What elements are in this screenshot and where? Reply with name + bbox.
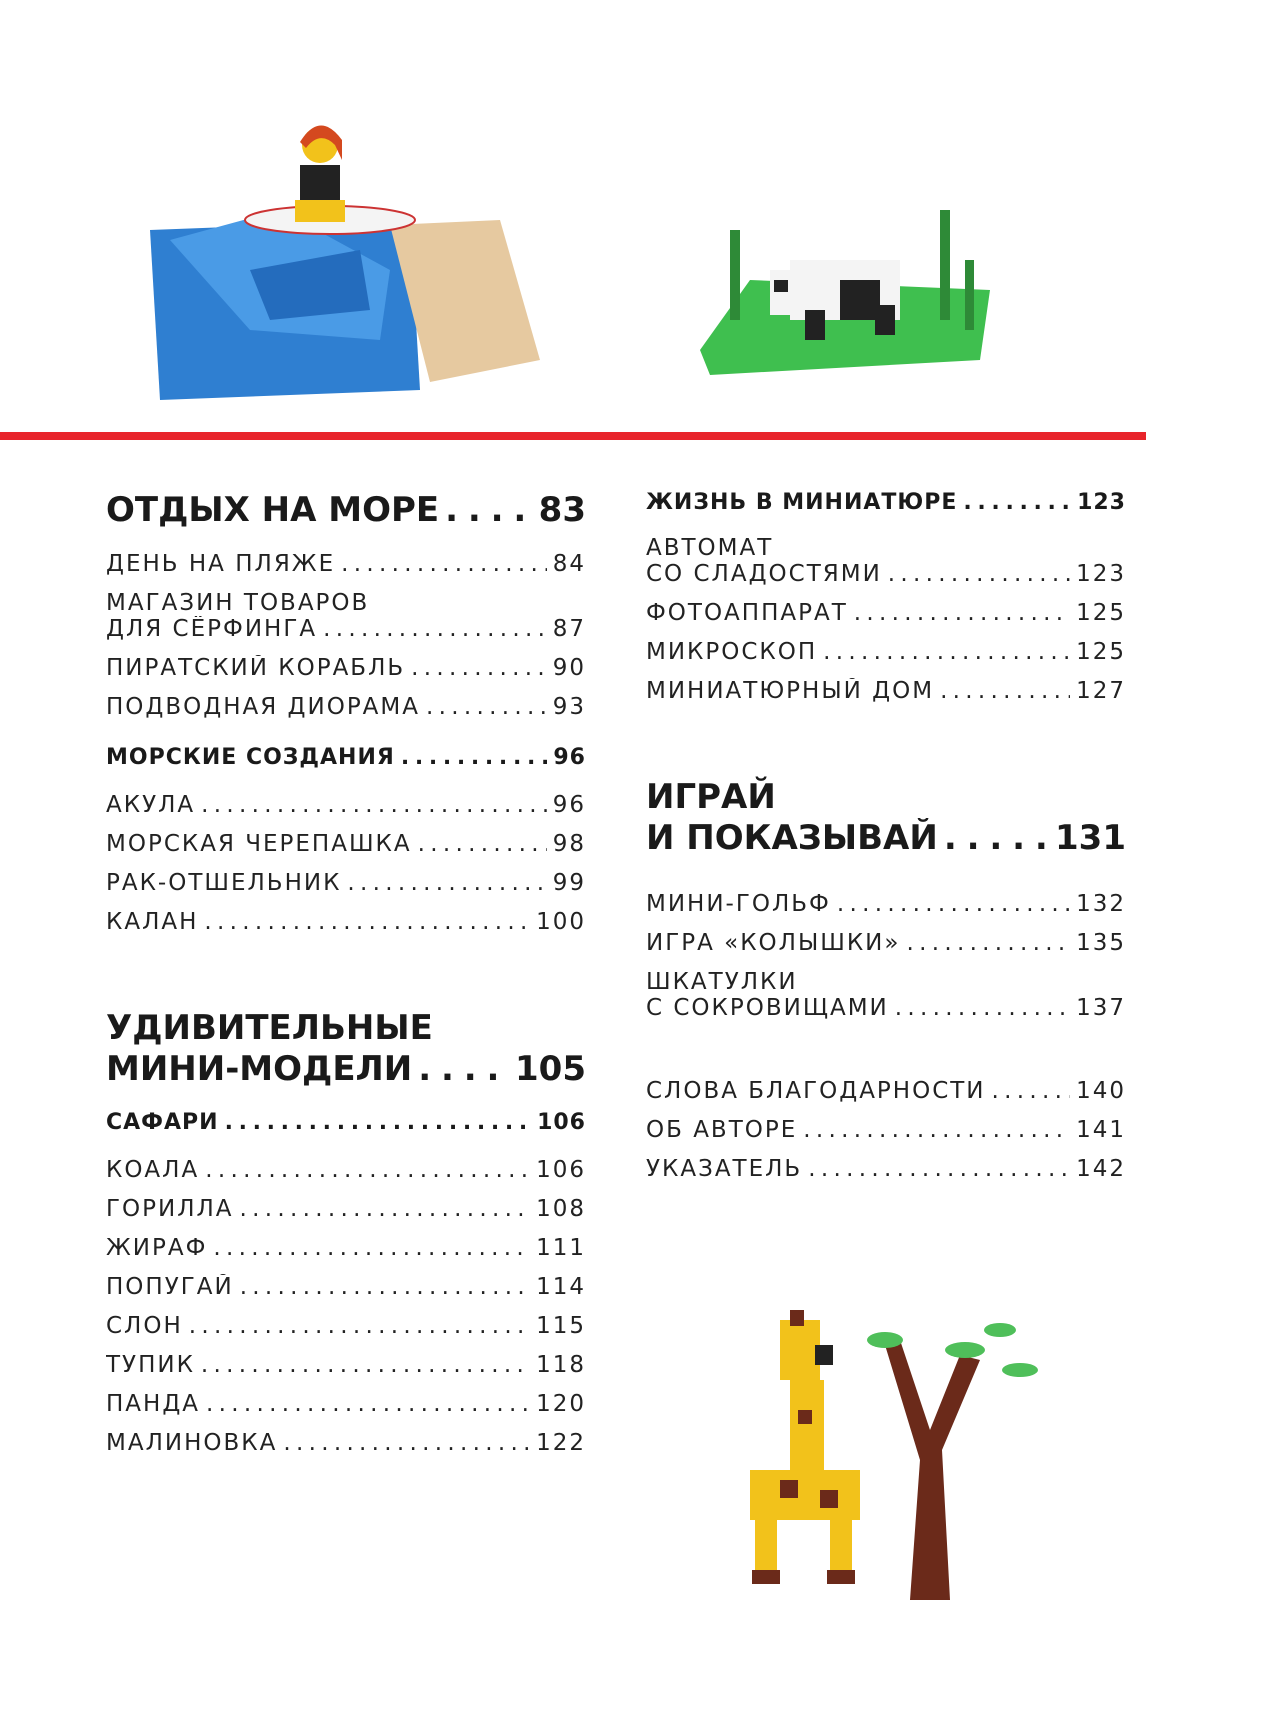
surfer-beach-model-image [130,90,550,410]
toc-entry[interactable]: МИНИАТЮРНЫЙ ДОМ . . . 127 [646,678,1126,704]
toc-entry[interactable]: СЛОВА БЛАГОДАРНОСТИ . . . 140 [646,1078,1126,1104]
toc-right-column [646,490,1126,1195]
toc-entry[interactable]: РАК-ОТШЕЛЬНИК . . . 99 [106,870,586,896]
toc-entry[interactable]: ПОПУГАЙ . . . 114 [106,1274,586,1300]
toc-entry[interactable]: МАЛИНОВКА . . . 122 [106,1430,586,1456]
toc-entry[interactable]: УКАЗАТЕЛЬ . . . 142 [646,1156,1126,1182]
red-divider-line [0,432,1146,440]
toc-entry[interactable]: СЛОН . . . 115 [106,1313,586,1339]
toc-section-heading[interactable]: ИГРАЙ И ПОКАЗЫВАЙ . . . 131 [646,777,1126,859]
toc-entry[interactable]: ИГРА «КОЛЫШКИ» . . . 135 [646,930,1126,956]
dot-leader [445,490,533,531]
toc-entry[interactable]: МИКРОСКОП . . . 125 [646,639,1126,665]
toc-entry[interactable]: ОБ АВТОРЕ . . . 141 [646,1117,1126,1143]
toc-entry[interactable]: ЖИРАФ . . . 111 [106,1235,586,1261]
panda-model-image [690,200,1010,390]
toc-entry[interactable]: ПОДВОДНАЯ ДИОРАМА . . . 93 [106,694,586,720]
toc-entry[interactable]: ГОРИЛЛА . . . 108 [106,1196,586,1222]
toc-entry[interactable]: МАГАЗИН ТОВАРОВ ДЛЯ СЁРФИНГА . . . 87 [106,590,586,642]
toc-subsection-heading[interactable]: ЖИЗНЬ В МИНИАТЮРЕ . . . 123 [646,490,1126,515]
toc-entry[interactable]: ШКАТУЛКИ С СОКРОВИЩАМИ . . . 137 [646,969,1126,1021]
toc-entry[interactable]: КОАЛА . . . 106 [106,1157,586,1183]
toc-entry[interactable]: ТУПИК . . . 118 [106,1352,586,1378]
toc-section-heading[interactable]: ОТДЫХ НА МОРЕ . . . 83 [106,490,586,531]
toc-entry[interactable]: АКУЛА . . . 96 [106,792,586,818]
toc-left-column [106,490,586,1469]
toc-section-heading[interactable]: УДИВИТЕЛЬНЫЕ МИНИ-МОДЕЛИ . . . 105 [106,1008,586,1090]
toc-subsection-heading[interactable]: САФАРИ . . . 106 [106,1110,586,1135]
toc-entry[interactable]: КАЛАН . . . 100 [106,909,586,935]
toc-entry[interactable]: АВТОМАТ СО СЛАДОСТЯМИ . . . 123 [646,535,1126,587]
toc-entry[interactable]: ФОТОАППАРАТ . . . 125 [646,600,1126,626]
toc-subsection-heading[interactable]: МОРСКИЕ СОЗДАНИЯ . . . 96 [106,745,586,770]
toc-entry[interactable]: ДЕНЬ НА ПЛЯЖЕ . . . 84 [106,551,586,577]
toc-entry[interactable]: МОРСКАЯ ЧЕРЕПАШКА . . . 98 [106,831,586,857]
giraffe-tree-model-image [720,1300,1080,1610]
toc-entry[interactable]: ПИРАТСКИЙ КОРАБЛЬ . . . 90 [106,655,586,681]
toc-entry[interactable]: МИНИ-ГОЛЬФ . . . 132 [646,891,1126,917]
toc-entry[interactable]: ПАНДА . . . 120 [106,1391,586,1417]
